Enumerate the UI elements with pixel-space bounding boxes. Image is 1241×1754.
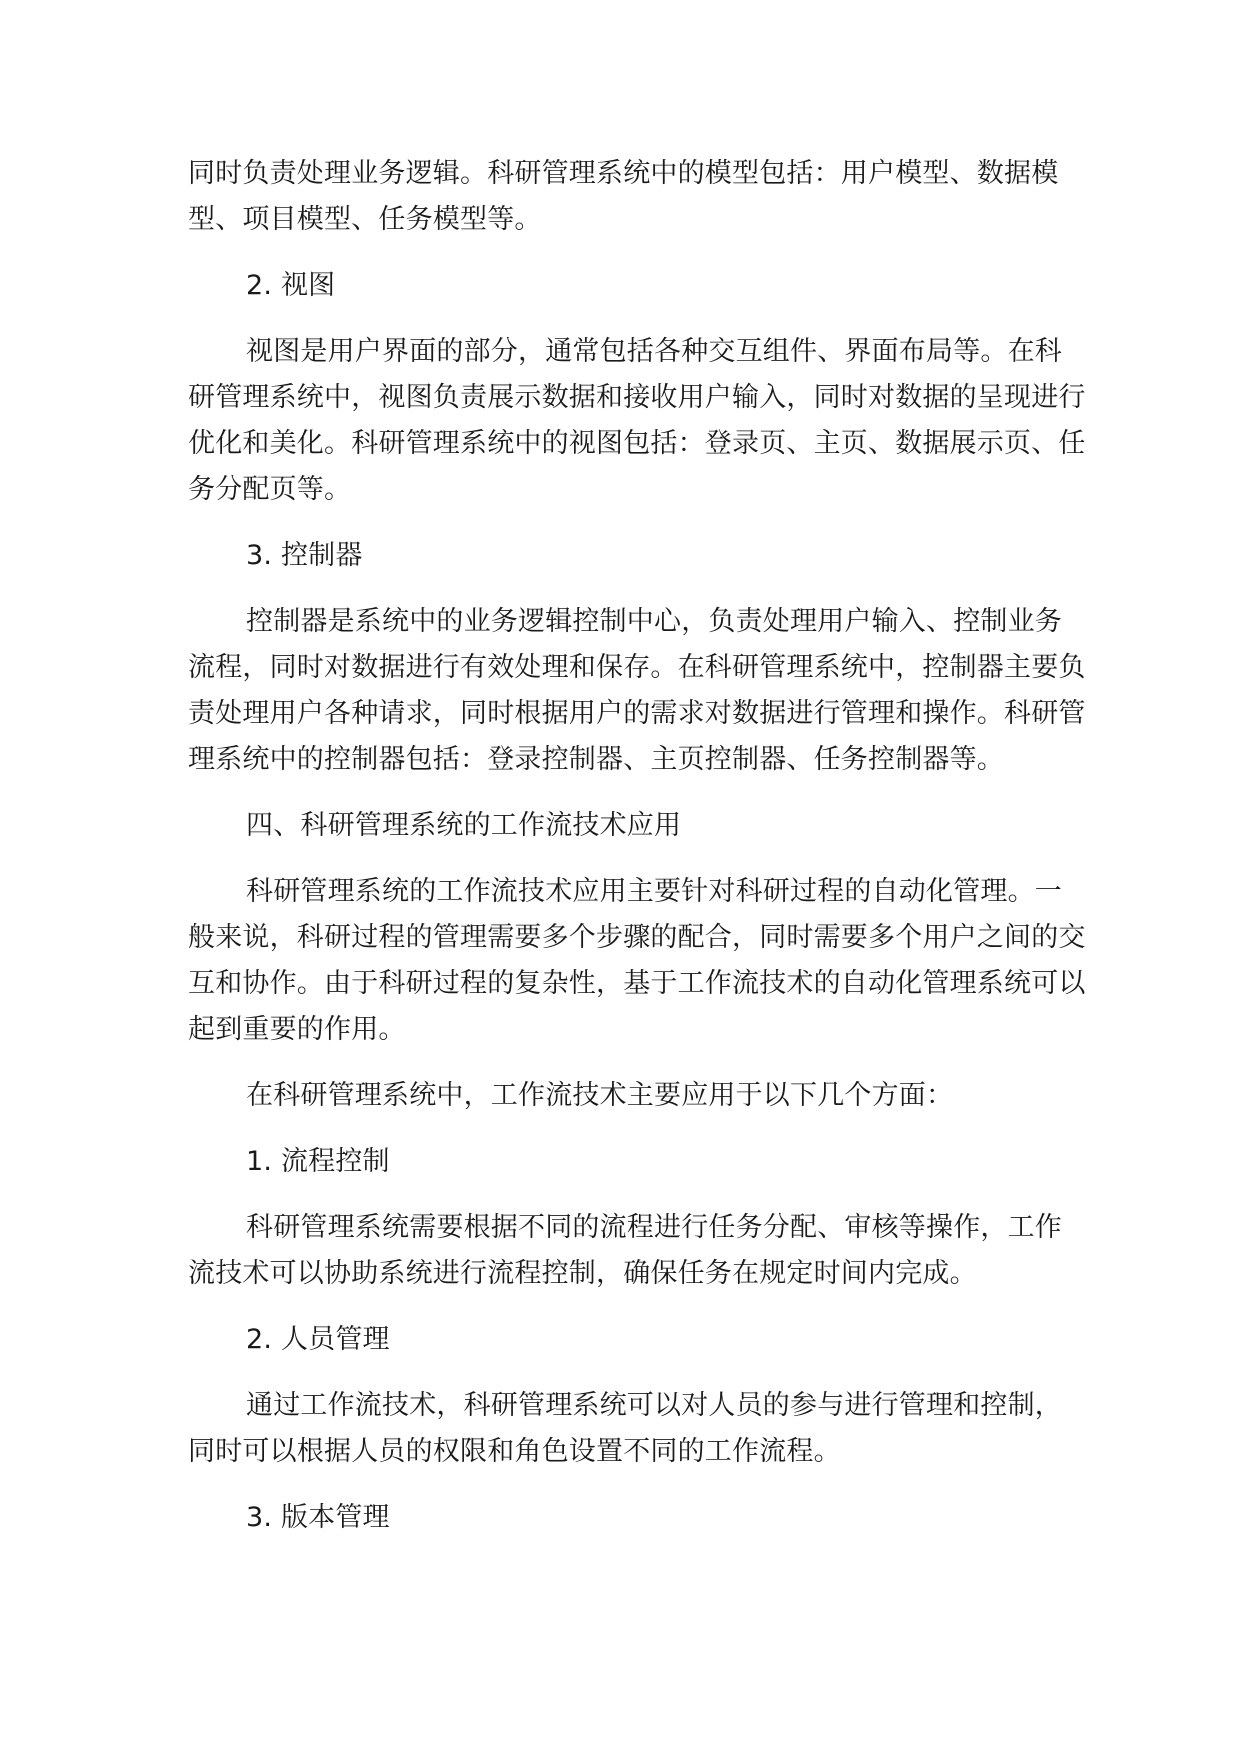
section-heading-process-control: 1. 流程控制 xyxy=(246,1146,390,1177)
paragraph-personnel: 通过工作流技术，科研管理系统可以对人员的参与进行管理和控制，同时可以根据人员的权限和角色设置不同的工作流程。 xyxy=(188,1390,1062,1467)
section-heading-controller: 3. 控制器 xyxy=(246,540,363,571)
document-body xyxy=(188,151,1088,1561)
section-heading-view: 2. 视图 xyxy=(246,270,336,301)
paragraph-continuation: 同时负责处理业务逻辑。科研管理系统中的模型包括：用户模型、数据模型、项目模型、任务模型等。 xyxy=(188,158,1059,235)
paragraph-workflow-intro: 科研管理系统的工作流技术应用主要针对科研过程的自动化管理。一般来说，科研过程的管理需要多个步骤的配合，同时需要多个用户之间的交互和协作。由于科研过程的复杂性，基于工作流技术的自动化管理系统可以起到重要的作用。 xyxy=(188,876,1086,1045)
section-heading-personnel: 2. 人员管理 xyxy=(246,1324,390,1355)
section-heading-version: 3. 版本管理 xyxy=(246,1502,390,1533)
paragraph-workflow-aspects: 在科研管理系统中，工作流技术主要应用于以下几个方面： xyxy=(246,1080,954,1111)
paragraph-view: 视图是用户界面的部分，通常包括各种交互组件、界面布局等。在科研管理系统中，视图负责展示数据和接收用户输入，同时对数据的呈现进行优化和美化。科研管理系统中的视图包括：登录页、主页、数据展示页、任务分配页等。 xyxy=(188,336,1086,505)
paragraph-controller: 控制器是系统中的业务逻辑控制中心，负责处理用户输入、控制业务流程，同时对数据进行有效处理和保存。在科研管理系统中，控制器主要负责处理用户各种请求，同时根据用户的需求对数据进行管理和操作。科研管理系统中的控制器包括：登录控制器、主页控制器、任务控制器等。 xyxy=(188,606,1086,775)
section-heading-workflow: 四、科研管理系统的工作流技术应用 xyxy=(246,810,682,841)
paragraph-process-control: 科研管理系统需要根据不同的流程进行任务分配、审核等操作，工作流技术可以协助系统进行流程控制，确保任务在规定时间内完成。 xyxy=(188,1212,1062,1289)
